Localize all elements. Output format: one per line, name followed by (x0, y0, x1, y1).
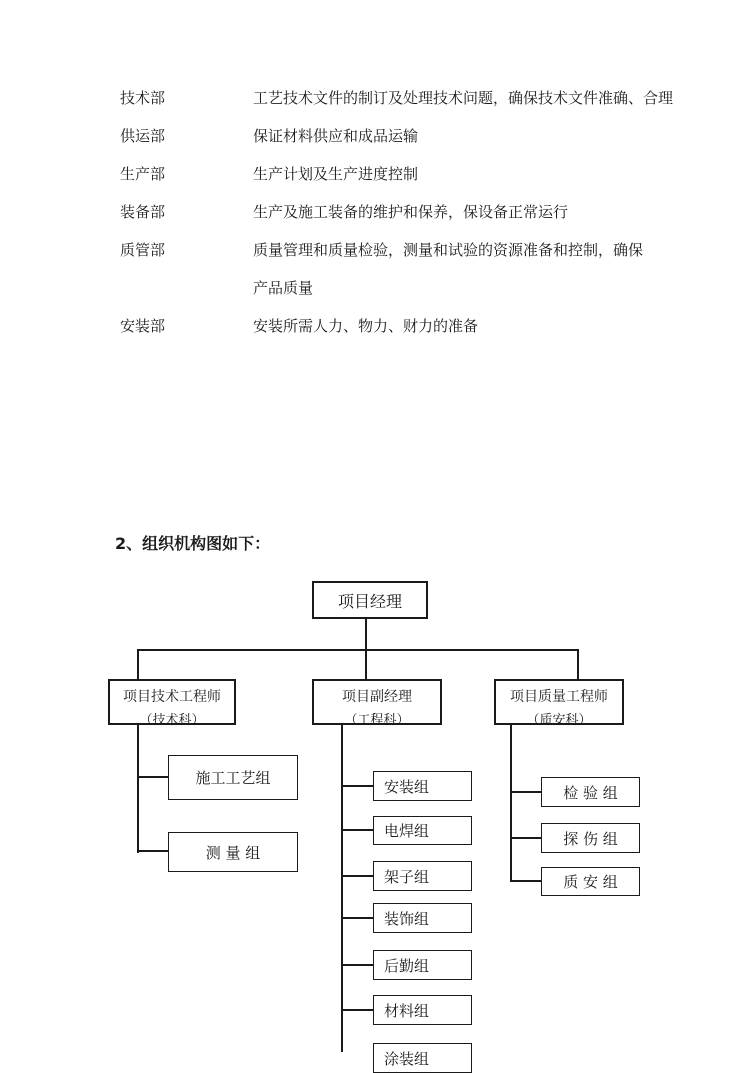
org-box-flaw-detection-group (541, 823, 640, 853)
connector-line (510, 791, 541, 793)
duty-description: 安装所需人力、物力、财力的准备 (253, 316, 479, 335)
org-box-label: 项目质量工程师 (510, 689, 608, 705)
duty-department: 装备部 (120, 202, 166, 221)
connector-line (341, 725, 343, 1052)
connector-line (341, 917, 373, 919)
connector-line (341, 1009, 373, 1011)
duty-description: 工艺技术文件的制订及处理技术问题，确保技术文件准确、合理 (253, 88, 674, 107)
duty-description: 生产及施工装备的维护和保养，保设备正常运行 (253, 202, 569, 221)
org-box-label: 涂装组 (384, 1049, 430, 1068)
connector-line (137, 649, 139, 680)
connector-line (341, 964, 373, 966)
org-box-label: 架子组 (384, 867, 430, 886)
duty-department: 生产部 (120, 164, 166, 183)
duty-description: 产品质量 (253, 278, 314, 297)
org-box-label: 安装组 (384, 777, 430, 796)
org-box-label: 项目副经理 (342, 689, 412, 705)
connector-line (137, 649, 579, 651)
org-box-logistics-group (373, 950, 472, 980)
org-box-scaffolding-group (373, 861, 472, 891)
org-box-welding-group (373, 816, 472, 845)
duty-row (120, 230, 700, 268)
department-duties-list (120, 78, 700, 344)
duty-row (120, 116, 700, 154)
org-box-painting-group (373, 1043, 472, 1073)
duty-description: 保证材料供应和成品运输 (253, 126, 419, 145)
org-box-label: 装饰组 (384, 909, 430, 928)
duty-department: 质管部 (120, 240, 166, 259)
duty-row (120, 306, 700, 344)
org-box-label: 施工工艺组 (195, 769, 271, 787)
connector-line (577, 649, 579, 680)
org-box-survey-group (168, 832, 298, 872)
org-box-materials-group (373, 995, 472, 1025)
org-box-label: 探 伤 组 (563, 829, 618, 848)
connector-line (510, 880, 541, 882)
connector-line (510, 725, 512, 882)
section-heading: 2、组织机构图如下： (115, 534, 271, 553)
connector-line (341, 785, 373, 787)
duty-row (120, 78, 700, 116)
org-box-quality-engineer (494, 679, 624, 728)
org-box-project-manager (312, 581, 428, 619)
duty-department: 技术部 (120, 88, 166, 107)
org-box-label: 测 量 组 (205, 843, 261, 862)
org-box-label: 项目经理 (337, 591, 402, 611)
org-box-decoration-group (373, 903, 472, 933)
duty-description: 生产计划及生产进度控制 (253, 164, 419, 183)
org-box-label: 检 验 组 (563, 783, 618, 802)
duty-row (120, 192, 700, 230)
org-box-label: 后勤组 (384, 956, 430, 975)
org-box-sublabel: （工程科） (344, 713, 410, 728)
connector-line (341, 875, 373, 877)
connector-line (137, 776, 168, 778)
org-box-label: 电焊组 (384, 822, 430, 840)
org-box-label: 项目技术工程师 (123, 689, 221, 705)
duty-department: 供运部 (120, 126, 166, 145)
duty-department: 安装部 (120, 316, 166, 335)
org-box-sublabel: （技术科） (139, 713, 205, 728)
connector-line (137, 850, 168, 852)
org-box-quality-safety-group (541, 867, 640, 896)
org-box-deputy-manager (312, 679, 442, 728)
org-box-installation-group (373, 771, 472, 801)
connector-line (510, 837, 541, 839)
duty-description: 质量管理和质量检验，测量和试验的资源准备和控制，确保 (253, 240, 644, 259)
org-box-technical-engineer (108, 679, 236, 728)
duty-row (120, 154, 700, 192)
org-box-construction-craft-group (168, 755, 298, 800)
org-box-label: 材料组 (384, 1001, 430, 1020)
org-box-inspection-group (541, 777, 640, 807)
org-box-label: 质 安 组 (563, 873, 618, 891)
org-box-sublabel: （质安科） (526, 713, 592, 728)
connector-line (341, 829, 373, 831)
duty-row (120, 268, 700, 306)
connector-line (137, 725, 139, 853)
